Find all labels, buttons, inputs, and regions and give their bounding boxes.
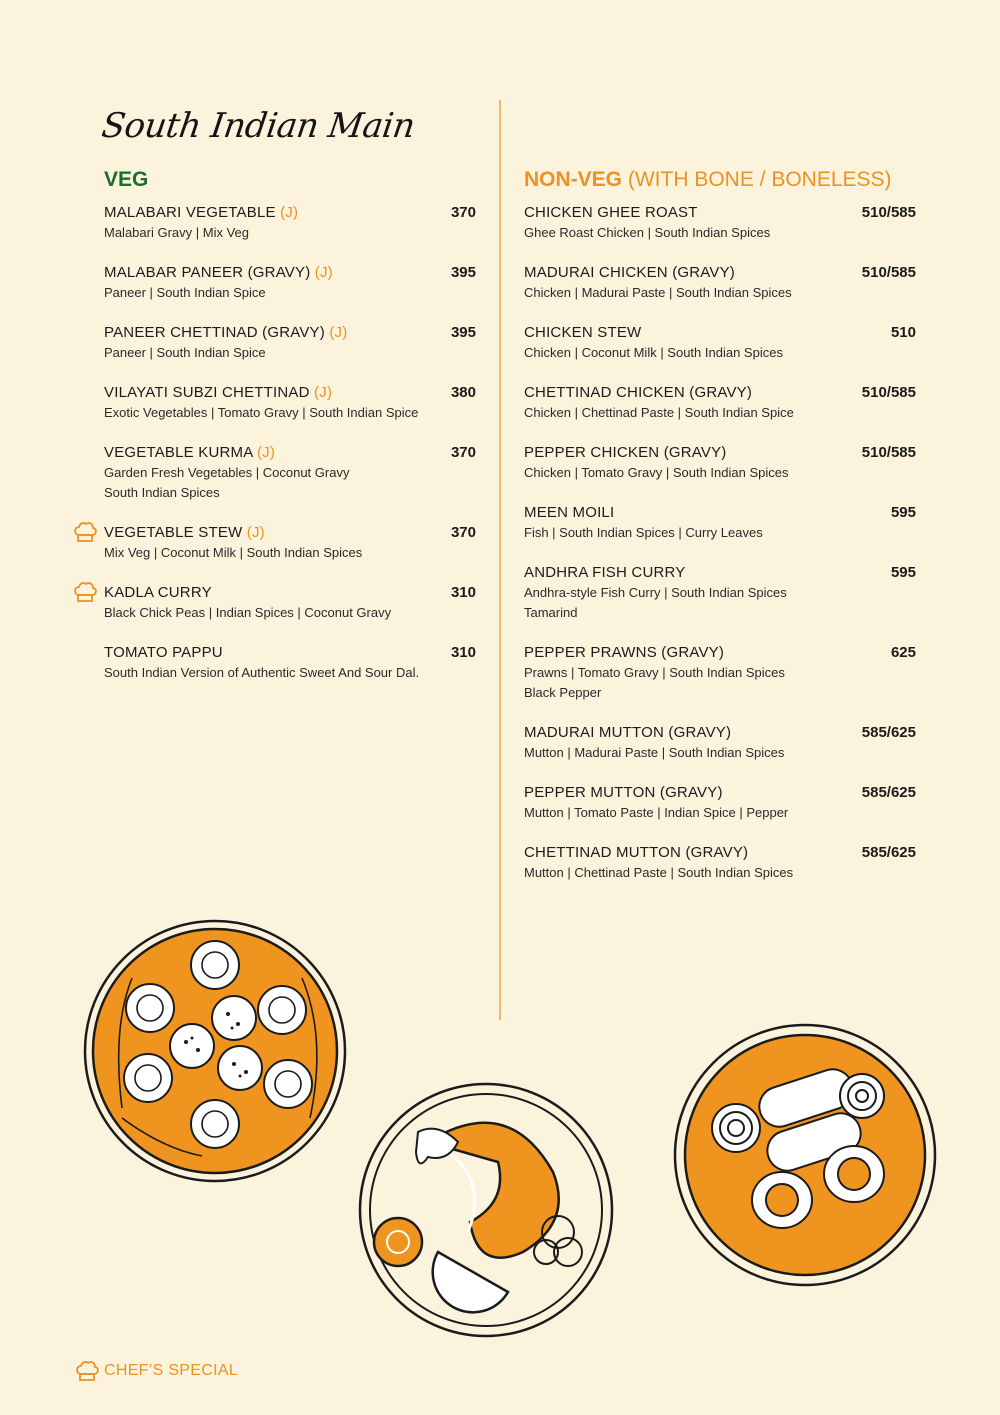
menu-item [524, 782, 916, 823]
menu-item-price: 370 [450, 524, 476, 541]
menu-item-name: PEPPER PRAWNS (GRAVY) [524, 644, 725, 661]
menu-item-name: ANDHRA FISH CURRY [524, 564, 686, 581]
chef-special-label: CHEF’S SPECIAL [104, 1362, 239, 1379]
jain-marker: (J) [314, 264, 333, 281]
menu-item [524, 562, 916, 623]
menu-item-header [524, 722, 916, 743]
jain-marker: (J) [314, 384, 333, 401]
menu-item-header [524, 322, 916, 343]
menu-item-name-line [524, 502, 614, 523]
menu-item-price: 510/585 [861, 264, 916, 281]
menu-item-price: 310 [450, 584, 476, 601]
chef-hat-icon [72, 519, 98, 545]
menu-item-name: VILAYATI SUBZI CHETTINAD [104, 384, 310, 401]
menu-item-name-line [104, 262, 333, 283]
menu-item-header [104, 262, 476, 283]
menu-item-name-line [524, 782, 723, 803]
curry-plate-illustration [672, 1022, 938, 1288]
jain-marker: (J) [329, 324, 348, 341]
page-title: South Indian Main [99, 106, 418, 146]
jain-marker: (J) [246, 524, 265, 541]
menu-item [524, 262, 916, 303]
menu-item-description: Black Chick Peas | Indian Spices | Coconut Gravy [104, 605, 392, 620]
menu-item-name: CHETTINAD MUTTON (GRAVY) [524, 844, 749, 861]
menu-item-name: MADURAI CHICKEN (GRAVY) [524, 264, 736, 281]
menu-item-header [524, 782, 916, 803]
menu-item [104, 522, 476, 563]
menu-item-price: 310 [450, 644, 476, 661]
chef-hat-icon [74, 1358, 100, 1384]
menu-item-price: 370 [450, 444, 476, 461]
jain-marker: (J) [280, 204, 299, 221]
menu-item-name: MALABAR PANEER (GRAVY) [104, 264, 311, 281]
menu-item-price: 595 [890, 504, 916, 521]
menu-item-header [104, 582, 476, 603]
nonveg-title-note: (WITH BONE / BONELESS) [622, 168, 892, 191]
menu-item [104, 262, 476, 303]
menu-item-name-line [104, 202, 298, 223]
menu-item [104, 382, 476, 423]
menu-item-price: 585/625 [861, 784, 916, 801]
menu-item-header [524, 562, 916, 583]
menu-item-name: VEGETABLE KURMA [104, 444, 253, 461]
menu-item-header [104, 442, 476, 463]
menu-item-description: Mutton | Madurai Paste | South Indian Spices [524, 745, 785, 760]
menu-item-description: South Indian Spices [104, 485, 220, 500]
veg-section [104, 168, 476, 702]
menu-item-price: 510/585 [861, 204, 916, 221]
nonveg-item-list [524, 202, 916, 883]
menu-item-name: MEEN MOILI [524, 504, 615, 521]
menu-item-header [104, 202, 476, 223]
chef-special-legend [74, 1358, 238, 1384]
menu-item-name: CHICKEN STEW [524, 324, 642, 341]
menu-item-price: 380 [450, 384, 476, 401]
menu-item [524, 202, 916, 243]
menu-item-price: 585/625 [861, 724, 916, 741]
dosa-plate-illustration [358, 1082, 614, 1338]
menu-item-name: MADURAI MUTTON (GRAVY) [524, 724, 732, 741]
menu-item-name-line [524, 262, 735, 283]
menu-item-description: Chicken | Coconut Milk | South Indian Spices [524, 345, 783, 360]
menu-item-header [524, 442, 916, 463]
menu-item-description: Chicken | Tomato Gravy | South Indian Spices [524, 465, 789, 480]
menu-item [104, 442, 476, 503]
menu-item-price: 595 [890, 564, 916, 581]
menu-item [104, 202, 476, 243]
menu-item-description: Chicken | Madurai Paste | South Indian Spices [524, 285, 792, 300]
menu-item-name-line [524, 322, 641, 343]
menu-item-name: CHICKEN GHEE ROAST [524, 204, 698, 221]
chef-hat-icon [72, 579, 98, 605]
menu-item-name: CHETTINAD CHICKEN (GRAVY) [524, 384, 753, 401]
menu-item [104, 322, 476, 363]
menu-item-description: Mutton | Tomato Paste | Indian Spice | Pepper [524, 805, 789, 820]
menu-item [524, 382, 916, 423]
menu-item-header [104, 322, 476, 343]
idli-plate-illustration [82, 918, 348, 1184]
menu-item-description: Paneer | South Indian Spice [104, 285, 266, 300]
nonveg-section-title [524, 168, 916, 192]
menu-item-description: Ghee Roast Chicken | South Indian Spices [524, 225, 771, 240]
column-divider [499, 100, 501, 1020]
menu-item-name-line [104, 442, 275, 463]
menu-item [524, 722, 916, 763]
menu-item [524, 642, 916, 703]
menu-item-header [104, 522, 476, 543]
menu-item-name-line [104, 582, 212, 603]
menu-item-name: TOMATO PAPPU [104, 644, 223, 661]
menu-item-description: Chicken | Chettinad Paste | South Indian Spice [524, 405, 794, 420]
menu-item-header [524, 502, 916, 523]
menu-item-header [524, 262, 916, 283]
menu-item-header [524, 382, 916, 403]
menu-item-price: 510/585 [861, 384, 916, 401]
menu-item-description: Garden Fresh Vegetables | Coconut Gravy [104, 465, 350, 480]
menu-item-name: PEPPER MUTTON (GRAVY) [524, 784, 723, 801]
menu-item [524, 322, 916, 363]
menu-item-description: Tamarind [524, 605, 578, 620]
menu-item-name-line [524, 722, 731, 743]
menu-item [524, 842, 916, 883]
menu-item [524, 502, 916, 543]
menu-item-name-line [524, 642, 724, 663]
veg-item-list [104, 202, 476, 683]
menu-item-description: Mutton | Chettinad Paste | South Indian Spices [524, 865, 794, 880]
menu-item [524, 442, 916, 483]
menu-item-name-line [524, 842, 748, 863]
nonveg-title-main: NON-VEG [524, 168, 623, 191]
menu-item-price: 585/625 [861, 844, 916, 861]
menu-item-name-line [524, 562, 685, 583]
menu-item-description: Exotic Vegetables | Tomato Gravy | South Indian Spice [104, 405, 419, 420]
menu-item [104, 642, 476, 683]
menu-item-name-line [104, 382, 332, 403]
menu-item-header [524, 202, 916, 223]
menu-item-name-line [524, 382, 752, 403]
menu-item-name: PEPPER CHICKEN (GRAVY) [524, 444, 727, 461]
menu-item-header [104, 382, 476, 403]
menu-item-price: 395 [450, 324, 476, 341]
menu-item-description: Andhra-style Fish Curry | South Indian Spices [524, 585, 787, 600]
menu-item-name-line [524, 442, 727, 463]
menu-item-description: Mix Veg | Coconut Milk | South Indian Spices [104, 545, 363, 560]
menu-item-price: 625 [890, 644, 916, 661]
menu-item-price: 510/585 [861, 444, 916, 461]
menu-item-name: MALABARI VEGETABLE [104, 204, 276, 221]
menu-item [104, 582, 476, 623]
menu-item-name-line [524, 202, 698, 223]
menu-item-header [524, 642, 916, 663]
menu-item-name-line [104, 322, 347, 343]
jain-marker: (J) [256, 444, 276, 461]
menu-item-name: KADLA CURRY [104, 584, 212, 601]
menu-item-header [524, 842, 916, 863]
menu-item-name-line [104, 522, 265, 543]
veg-section-title: VEG [104, 168, 149, 191]
menu-item-description: Paneer | South Indian Spice [104, 345, 266, 360]
menu-item-description: Black Pepper [524, 685, 602, 700]
menu-item-price: 395 [450, 264, 476, 281]
menu-item-description: Prawns | Tomato Gravy | South Indian Spices [524, 665, 785, 680]
menu-item-name-line [104, 642, 223, 663]
menu-item-name: VEGETABLE STEW [104, 524, 243, 541]
menu-item-price: 370 [450, 204, 476, 221]
nonveg-section [524, 168, 916, 902]
menu-item-header [104, 642, 476, 663]
menu-item-description: Fish | South Indian Spices | Curry Leaves [524, 525, 763, 540]
menu-item-description: South Indian Version of Authentic Sweet And Sour Dal. [104, 665, 420, 680]
menu-item-price: 510 [890, 324, 916, 341]
menu-item-description: Malabari Gravy | Mix Veg [104, 225, 249, 240]
menu-item-name: PANEER CHETTINAD (GRAVY) [104, 324, 325, 341]
